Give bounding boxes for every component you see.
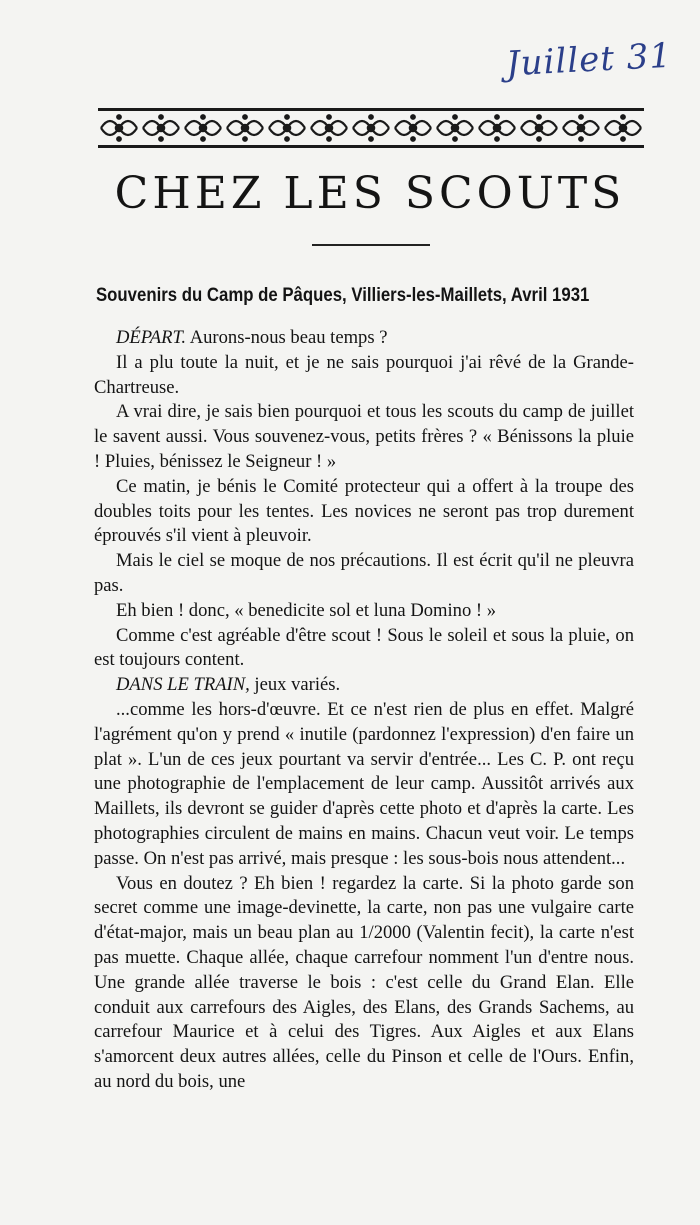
paragraph: [94, 673, 634, 698]
paragraph-text: ...comme les hors-d'œuvre. Et ce n'est rien de plus en effet. Malgré l'agrément qu'on y prend « inutile (pardonnez l'expression) d'en faire un plat ». L'un de ces jeux pourtant va servir d'entrée... Les C. P. ont reçu une photographie de l'emplacement de leur camp. Aussitôt arrivés aux Maillets, ils devront se guider d'après cette photo et d'après la carte. Les photographies circulent de mains en mains. Chacun veut voir. Le temps passe. On n'est pas arrivé, mais presque : les sous-bois nous attendent...: [94, 698, 634, 869]
paragraph: [94, 351, 634, 401]
section-lead: DÉPART.: [116, 327, 187, 348]
paragraph: [94, 549, 634, 599]
paragraph: [94, 326, 634, 351]
paragraph: [94, 599, 634, 624]
title-divider: [312, 244, 430, 246]
paragraph: [94, 624, 634, 674]
paragraph-text: A vrai dire, je sais bien pourquoi et tous les scouts du camp de juillet le savent aussi. Vous souvenez-vous, petits frères ? « Bénissons la pluie ! Pluies, bénissez le Seigneur ! »: [94, 401, 634, 472]
article-body: [94, 326, 634, 1095]
paragraph-text: jeux variés.: [249, 674, 341, 696]
handwritten-annotation: Juillet 31: [505, 35, 673, 85]
paragraph: [94, 872, 634, 1095]
paragraph-text: Comme c'est agréable d'être scout ! Sous le soleil et sous la pluie, on est toujours content.: [94, 624, 634, 671]
ornamental-border: [98, 108, 644, 148]
paragraph: [94, 400, 634, 474]
paragraph: [94, 475, 634, 549]
paragraph-text: Ce matin, je bénis le Comité protecteur qui a offert à la troupe des doubles toits pour les tentes. Les novices ne seront pas trop durement éprouvés s'il vient à pleuvoir.: [94, 475, 634, 547]
paragraph-text: Eh bien ! donc, « benedicite sol et luna Domino ! »: [116, 599, 497, 621]
paragraph: [94, 698, 634, 872]
section-lead: DANS LE TRAIN,: [116, 674, 250, 696]
paragraph-text: Il a plu toute la nuit, et je ne sais pourquoi j'ai rêvé de la Grande-Chartreuse.: [94, 351, 634, 398]
paragraph-text: Mais le ciel se moque de nos précautions. Il est écrit qu'il ne pleuvra pas.: [94, 550, 634, 596]
page-title: CHEZ LES SCOUTS: [114, 168, 626, 219]
article-subtitle: Souvenirs du Camp de Pâques, Villiers-les-Maillets, Avril 1931: [96, 284, 590, 306]
paragraph-text: Vous en doutez ? Eh bien ! regardez la carte. Si la photo garde son secret comme une image-devinette, la carte, non pas une vulgaire carte d'état-major, mais un beau plan au 1/2000 (Valentin fecit), la carte n'est pas muette. Chaque allée, chaque carrefour nomment l'un d'entre nous. Une grande allée traverse le bois : c'est celle du Grand Elan. Elle conduit aux carrefours des Aigles, des Elans, des Grands Sachems, au carrefour Maurice et à celui des Tigres. Aux Aigles et aux Elans s'amorcent deux autres allées, celle du Pinson et celle de l'Ours. Enfin, au nord du bois, une: [94, 872, 634, 1092]
paragraph-text: Aurons-nous beau temps ?: [186, 327, 388, 348]
